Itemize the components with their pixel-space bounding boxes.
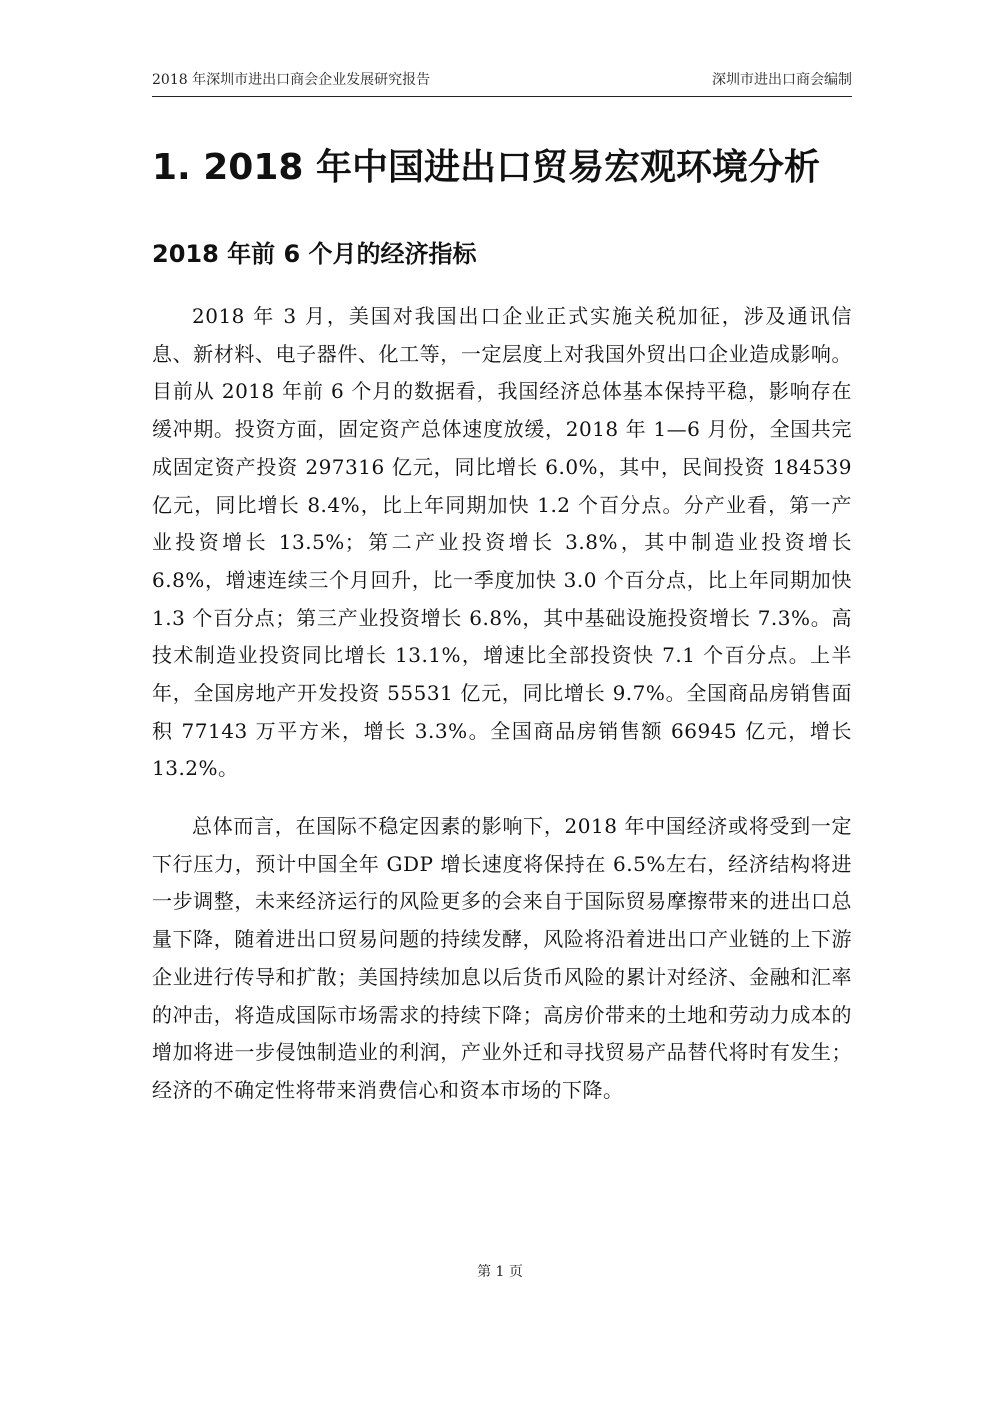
page-number: 第 1 页 <box>477 1264 523 1280</box>
chapter-title: 1. 2018 年中国进出口贸易宏观环境分析 <box>152 147 820 188</box>
header-publisher: 深圳市进出口商会编制 <box>712 72 852 88</box>
body-paragraph-2: 总体而言，在国际不稳定因素的影响下，2018 年中国经济或将受到一定下行压力，预计中国全年 GDP 增长速度将保持在 6.5%左右，经济结构将进一步调整，未来经济运行的风险更多的会来自于国际贸易摩擦带来的进出口总量下降，随着进出口贸易问题的持续发酵，风险将沿着进出口产业链的上下游企业进行传导和扩散；美国持续加息以后货币风险的累计对经济、金融和汇率的冲击，将造成国际市场需求的持续下降；高房价带来的土地和劳动力成本的增加将进一步侵蚀制造业的利润，产业外迁和寻找贸易产品替代将时有发生；经济的不确定性将带来消费信心和资本市场的下降。 <box>152 814 852 1102</box>
section-heading: 2018 年前 6 个月的经济指标 <box>152 240 477 268</box>
page-header <box>152 70 852 97</box>
body-paragraph-1: 2018 年 3 月，美国对我国出口企业正式实施关税加征，涉及通讯信息、新材料、电子器件、化工等，一定层度上对我国外贸出口企业造成影响。目前从 2018 年前 6 个月的数据看，我国经济总体基本保持平稳，影响存在缓冲期。投资方面，固定资产总体速度放缓，2018 年 1—6 月份，全国共完成固定资产投资 297316 亿元，同比增长 6.0%，其中，民间投资 184539 亿元，同比增长 8.4%，比上年同期加快 1.2 个百分点。分产业看，第一产业投资增长 13.5%；第二产业投资增长 3.8%，其中制造业投资增长 6.8%，增速连续三个月回升，比一季度加快 3.0 个百分点，比上年同期加快 1.3 个百分点；第三产业投资增长 6.8%，其中基础设施投资增长 7.3%。高技术制造业投资同比增长 13.1%，增速比全部投资快 7.1 个百分点。上半年，全国房地产开发投资 55531 亿元，同比增长 9.7%。全国商品房销售面积 77143 万平方米，增长 3.3%。全国商品房销售额 66945 亿元，增长 13.2%。 <box>152 304 852 781</box>
header-report-title: 2018 年深圳市进出口商会企业发展研究报告 <box>152 72 431 88</box>
